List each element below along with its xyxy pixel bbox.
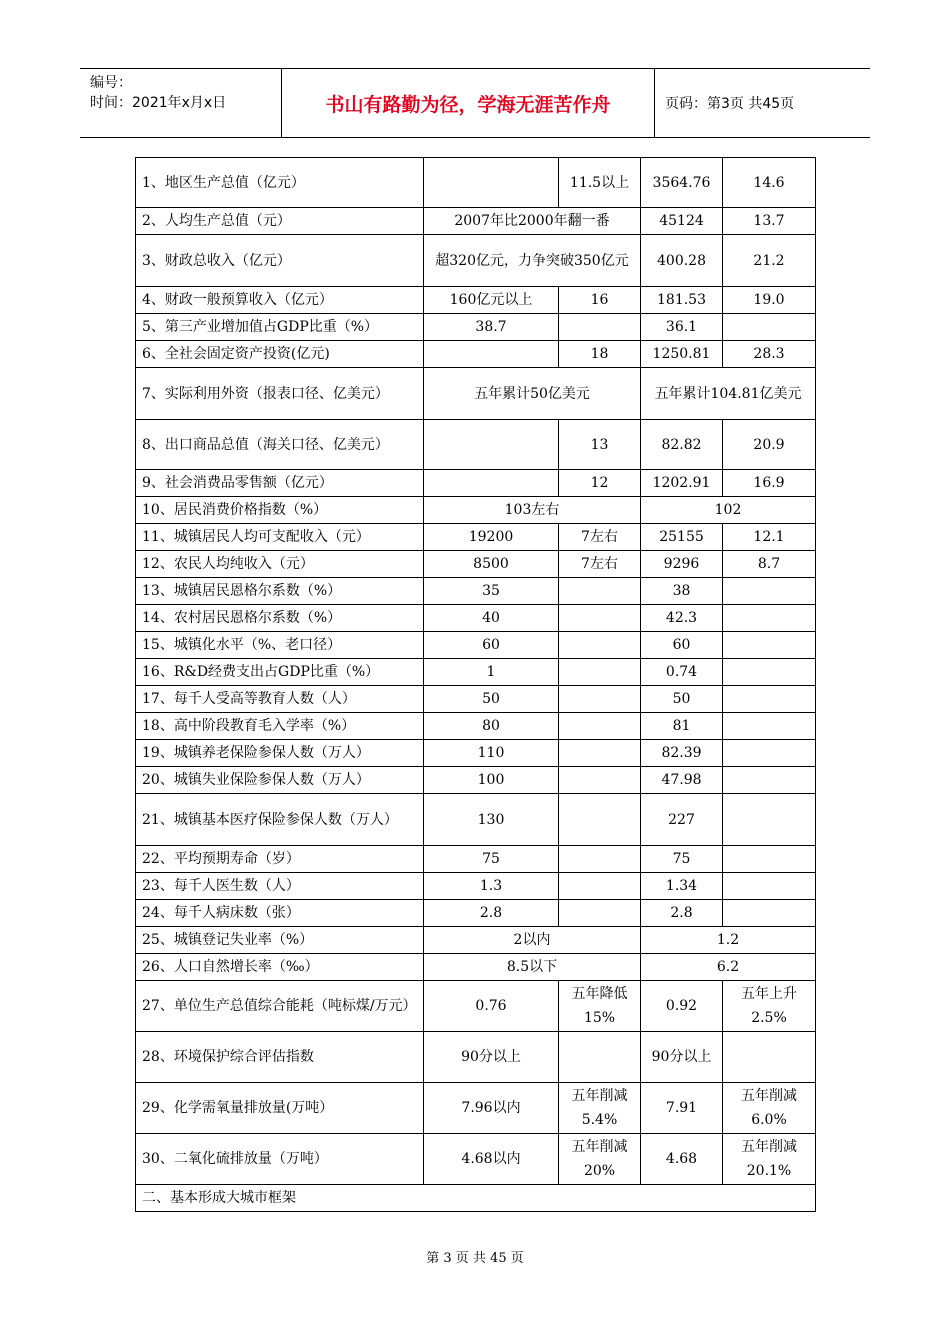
target-merged-cell: 103左右 <box>424 497 641 524</box>
actual-value-cell: 36.1 <box>641 314 723 341</box>
table-row <box>136 954 816 981</box>
actual-value-cell: 82.39 <box>641 740 723 767</box>
target-value-cell: 19200 <box>424 524 559 551</box>
table-row <box>136 846 816 873</box>
table-row <box>136 900 816 927</box>
table-row <box>136 1185 816 1212</box>
indicator-name-cell: 6、全社会固定资产投资(亿元) <box>136 341 424 368</box>
target-growth-cell <box>559 713 641 740</box>
target-value-cell: 40 <box>424 605 559 632</box>
target-growth-cell <box>559 605 641 632</box>
indicator-name-cell: 11、城镇居民人均可支配收入（元） <box>136 524 424 551</box>
target-growth-cell <box>559 767 641 794</box>
indicator-name-cell: 15、城镇化水平（%、老口径） <box>136 632 424 659</box>
actual-growth-cell: 12.1 <box>723 524 816 551</box>
actual-growth-cell: 21.2 <box>723 235 816 287</box>
indicator-name-cell: 3、财政总收入（亿元） <box>136 235 424 287</box>
actual-growth-cell: 16.9 <box>723 470 816 497</box>
actual-value-cell: 90分以上 <box>641 1032 723 1083</box>
actual-growth-cell <box>723 873 816 900</box>
statistics-table <box>135 157 816 1212</box>
table-row <box>136 420 816 470</box>
actual-growth-cell <box>723 659 816 686</box>
target-growth-cell <box>559 794 641 846</box>
table-row <box>136 713 816 740</box>
target-merged-cell: 8.5以下 <box>424 954 641 981</box>
actual-growth-cell <box>723 605 816 632</box>
target-value-cell: 35 <box>424 578 559 605</box>
target-growth-cell <box>559 740 641 767</box>
target-merged-cell: 2以内 <box>424 927 641 954</box>
target-merged-cell: 五年累计50亿美元 <box>424 368 641 420</box>
actual-growth-cell <box>723 578 816 605</box>
target-growth-cell <box>559 659 641 686</box>
actual-value-cell: 1.34 <box>641 873 723 900</box>
target-value-cell: 2.8 <box>424 900 559 927</box>
actual-value-cell: 42.3 <box>641 605 723 632</box>
actual-value-cell: 50 <box>641 686 723 713</box>
indicator-name-cell: 23、每千人医生数（人） <box>136 873 424 900</box>
target-value-cell: 75 <box>424 846 559 873</box>
table-row <box>136 287 816 314</box>
target-growth-cell: 7左右 <box>559 551 641 578</box>
indicator-name-cell: 21、城镇基本医疗保险参保人数（万人） <box>136 794 424 846</box>
indicator-name-cell: 29、化学需氧量排放量(万吨） <box>136 1083 424 1134</box>
target-growth-cell: 11.5以上 <box>559 158 641 208</box>
table-row <box>136 208 816 235</box>
page-footer: 第 3 页 共 45 页 <box>426 1251 524 1266</box>
actual-growth-cell: 19.0 <box>723 287 816 314</box>
target-growth-cell: 13 <box>559 420 641 470</box>
table-row <box>136 873 816 900</box>
target-growth-cell <box>559 873 641 900</box>
actual-value-cell: 38 <box>641 578 723 605</box>
actual-growth-cell <box>723 846 816 873</box>
indicator-name-cell: 20、城镇失业保险参保人数（万人） <box>136 767 424 794</box>
actual-value-cell: 60 <box>641 632 723 659</box>
actual-value-cell: 45124 <box>641 208 723 235</box>
target-growth-cell <box>559 900 641 927</box>
actual-growth-cell: 28.3 <box>723 341 816 368</box>
table-row <box>136 341 816 368</box>
table-row <box>136 368 816 420</box>
actual-value-cell: 3564.76 <box>641 158 723 208</box>
actual-growth-cell <box>723 632 816 659</box>
indicator-name-cell: 12、农民人均纯收入（元） <box>136 551 424 578</box>
indicator-name-cell: 25、城镇登记失业率（%） <box>136 927 424 954</box>
target-value-cell: 110 <box>424 740 559 767</box>
target-growth-cell <box>559 578 641 605</box>
table-row <box>136 578 816 605</box>
indicator-name-cell: 14、农村居民恩格尔系数（%） <box>136 605 424 632</box>
table-row <box>136 1032 816 1083</box>
actual-growth-cell <box>723 740 816 767</box>
target-value-cell: 130 <box>424 794 559 846</box>
target-value-cell <box>424 420 559 470</box>
actual-value-cell: 0.92 <box>641 981 723 1032</box>
table-row <box>136 686 816 713</box>
indicator-name-cell: 17、每千人受高等教育人数（人） <box>136 686 424 713</box>
table-row <box>136 659 816 686</box>
actual-growth-cell <box>723 686 816 713</box>
table-row <box>136 740 816 767</box>
target-growth-cell <box>559 1032 641 1083</box>
section-heading-cell: 二、基本形成大城市框架 <box>136 1185 816 1212</box>
target-growth-cell: 五年降低15% <box>559 981 641 1032</box>
actual-growth-cell <box>723 794 816 846</box>
indicator-name-cell: 24、每千人病床数（张） <box>136 900 424 927</box>
target-value-cell: 7.96以内 <box>424 1083 559 1134</box>
table-row <box>136 632 816 659</box>
target-growth-cell: 12 <box>559 470 641 497</box>
target-growth-cell <box>559 846 641 873</box>
target-growth-cell <box>559 632 641 659</box>
indicator-name-cell: 19、城镇养老保险参保人数（万人） <box>136 740 424 767</box>
actual-growth-cell <box>723 900 816 927</box>
target-growth-cell: 五年削减20% <box>559 1134 641 1185</box>
actual-merged-cell: 6.2 <box>641 954 816 981</box>
indicator-name-cell: 28、环境保护综合评估指数 <box>136 1032 424 1083</box>
actual-growth-cell <box>723 1032 816 1083</box>
target-growth-cell <box>559 686 641 713</box>
indicator-name-cell: 9、社会消费品零售额（亿元） <box>136 470 424 497</box>
indicator-name-cell: 18、高中阶段教育毛入学率（%） <box>136 713 424 740</box>
actual-value-cell: 75 <box>641 846 723 873</box>
target-value-cell <box>424 158 559 208</box>
table-row <box>136 794 816 846</box>
target-merged-cell: 超320亿元，力争突破350亿元 <box>424 235 641 287</box>
actual-value-cell: 82.82 <box>641 420 723 470</box>
number-label: 编号： <box>90 75 132 91</box>
target-value-cell: 50 <box>424 686 559 713</box>
table-row <box>136 767 816 794</box>
indicator-name-cell: 5、第三产业增加值占GDP比重（%） <box>136 314 424 341</box>
table-row <box>136 605 816 632</box>
actual-value-cell: 4.68 <box>641 1134 723 1185</box>
actual-growth-cell: 五年削减20.1% <box>723 1134 816 1185</box>
actual-value-cell: 47.98 <box>641 767 723 794</box>
target-growth-cell: 16 <box>559 287 641 314</box>
target-growth-cell: 五年削减5.4% <box>559 1083 641 1134</box>
indicator-name-cell: 1、地区生产总值（亿元） <box>136 158 424 208</box>
indicator-name-cell: 2、人均生产总值（元） <box>136 208 424 235</box>
actual-growth-cell <box>723 314 816 341</box>
indicator-name-cell: 8、出口商品总值（海关口径、亿美元） <box>136 420 424 470</box>
actual-value-cell: 181.53 <box>641 287 723 314</box>
target-value-cell: 1.3 <box>424 873 559 900</box>
target-value-cell: 60 <box>424 632 559 659</box>
actual-value-cell: 1250.81 <box>641 341 723 368</box>
target-value-cell: 4.68以内 <box>424 1134 559 1185</box>
target-value-cell: 80 <box>424 713 559 740</box>
target-growth-cell: 18 <box>559 341 641 368</box>
actual-value-cell: 9296 <box>641 551 723 578</box>
actual-value-cell: 227 <box>641 794 723 846</box>
target-growth-cell: 7左右 <box>559 524 641 551</box>
actual-growth-cell: 五年削减6.0% <box>723 1083 816 1134</box>
target-value-cell: 0.76 <box>424 981 559 1032</box>
actual-growth-cell <box>723 767 816 794</box>
table-row <box>136 927 816 954</box>
actual-growth-cell: 13.7 <box>723 208 816 235</box>
table-row <box>136 524 816 551</box>
target-growth-cell <box>559 314 641 341</box>
target-value-cell <box>424 341 559 368</box>
actual-growth-cell: 8.7 <box>723 551 816 578</box>
actual-growth-cell: 14.6 <box>723 158 816 208</box>
actual-value-cell: 81 <box>641 713 723 740</box>
actual-value-cell: 7.91 <box>641 1083 723 1134</box>
indicator-name-cell: 13、城镇居民恩格尔系数（%） <box>136 578 424 605</box>
actual-value-cell: 2.8 <box>641 900 723 927</box>
actual-growth-cell: 20.9 <box>723 420 816 470</box>
target-value-cell: 160亿元以上 <box>424 287 559 314</box>
target-value-cell: 8500 <box>424 551 559 578</box>
indicator-name-cell: 22、平均预期寿命（岁） <box>136 846 424 873</box>
actual-merged-cell: 102 <box>641 497 816 524</box>
table-row <box>136 551 816 578</box>
target-merged-cell: 2007年比2000年翻一番 <box>424 208 641 235</box>
target-value-cell: 90分以上 <box>424 1032 559 1083</box>
actual-value-cell: 1202.91 <box>641 470 723 497</box>
indicator-name-cell: 27、单位生产总值综合能耗（吨标煤/万元） <box>136 981 424 1032</box>
indicator-name-cell: 26、人口自然增长率（‰） <box>136 954 424 981</box>
indicator-name-cell: 16、R&D经费支出占GDP比重（%） <box>136 659 424 686</box>
target-value-cell <box>424 470 559 497</box>
actual-growth-cell: 五年上升2.5% <box>723 981 816 1032</box>
actual-merged-cell: 1.2 <box>641 927 816 954</box>
actual-value-cell: 400.28 <box>641 235 723 287</box>
table-row <box>136 470 816 497</box>
table-row <box>136 1134 816 1185</box>
table-row <box>136 235 816 287</box>
table-row <box>136 497 816 524</box>
indicator-name-cell: 7、实际利用外资（报表口径、亿美元） <box>136 368 424 420</box>
actual-merged-cell: 五年累计104.81亿美元 <box>641 368 816 420</box>
actual-growth-cell <box>723 713 816 740</box>
header-meta <box>80 69 282 137</box>
target-value-cell: 1 <box>424 659 559 686</box>
target-value-cell: 38.7 <box>424 314 559 341</box>
time-label: 时间：2021年x月x日 <box>90 95 227 111</box>
actual-value-cell: 0.74 <box>641 659 723 686</box>
actual-value-cell: 25155 <box>641 524 723 551</box>
indicator-name-cell: 30、二氧化硫排放量（万吨） <box>136 1134 424 1185</box>
page-header <box>80 68 870 138</box>
table-row <box>136 981 816 1032</box>
target-value-cell: 100 <box>424 767 559 794</box>
page-label: 页码：第3页 共45页 <box>665 96 795 112</box>
table-row <box>136 314 816 341</box>
indicator-name-cell: 10、居民消费价格指数（%） <box>136 497 424 524</box>
table-row <box>136 1083 816 1134</box>
table-row <box>136 158 816 208</box>
motto: 书山有路勤为径，学海无涯苦作舟 <box>282 69 655 137</box>
indicator-name-cell: 4、财政一般预算收入（亿元） <box>136 287 424 314</box>
